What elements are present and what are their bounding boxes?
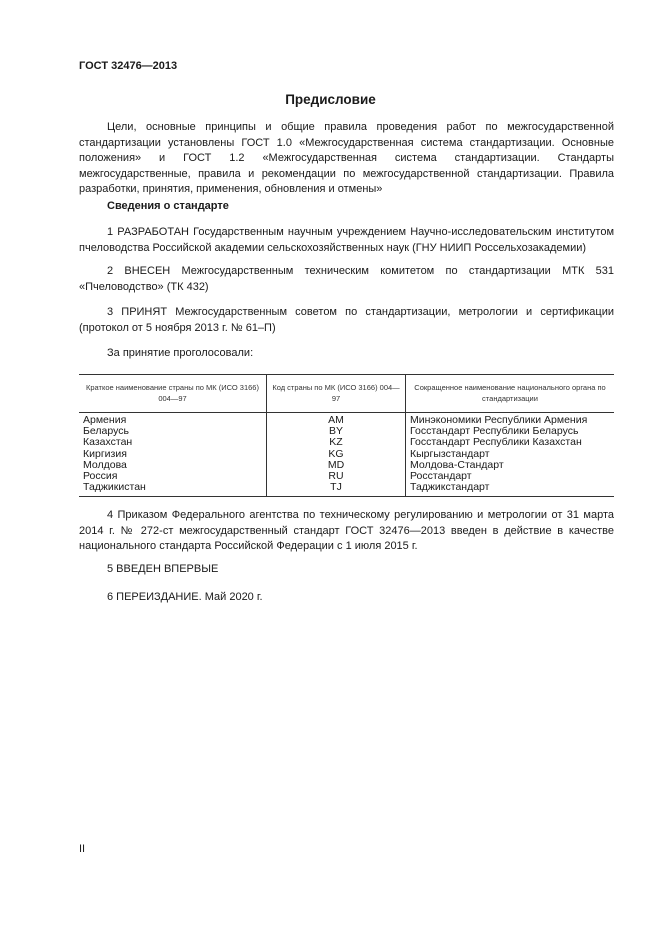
- standards-body: Госстандарт Республики Беларусь: [410, 425, 579, 438]
- country-code: AM: [267, 413, 406, 427]
- standards-body: Госстандарт Республики Казахстан: [410, 436, 582, 449]
- country-name: Россия: [79, 471, 267, 482]
- country-name: Казахстан: [79, 437, 267, 448]
- section-heading: Сведения о стандарте: [107, 200, 229, 212]
- standards-body: Минэкономики Республики Армения: [410, 414, 588, 426]
- voted-intro: За принятие проголосовали:: [107, 347, 254, 359]
- country-name: Таджикистан: [79, 482, 267, 497]
- country-code: KZ: [267, 437, 406, 448]
- intro-paragraph: Цели, основные принципы и общие правила проведения работ по межгосударственной стандартизации установлены ГОСТ 1.0 «Межгосударственная система стандартизации. Основные положения» и ГОСТ 1.2 «Межгосударственная система стандартизации. Стандарты межгосударственные, правила и рекомендации по межгосударственной стандартизации. Правила разработки, принятия, применения, обновления и отмены»: [79, 121, 614, 195]
- country-code: MD: [267, 460, 406, 471]
- item-order: 4 Приказом Федерального агентства по техническому регулированию и метрологии от 31 марта 2014 г. № 272-ст межгосударственный стандарт ГОСТ 32476—2013 введен в действие в качестве национального стандарта Российской Федерации с 1 июля 2015 г.: [79, 509, 614, 552]
- country-name: Киргизия: [79, 449, 267, 460]
- page-title: Предисловие: [285, 92, 376, 107]
- item-developed: 1 РАЗРАБОТАН Государственным научным учреждением Научно-исследовательским институтом пчеловодства Российской академии сельскохозяйственных наук (ГНУ НИИП Россельхозакадемии): [79, 226, 614, 254]
- country-code: RU: [267, 471, 406, 482]
- page-number: II: [79, 843, 86, 855]
- voting-countries-table: [79, 374, 614, 497]
- country-name: Молдова: [79, 460, 267, 471]
- country-code: KG: [267, 449, 406, 460]
- header-standards-body: Сокращенное наименование национального органа по стандартизации: [406, 375, 615, 413]
- table-row: [79, 449, 614, 460]
- standards-body: Кыргызстандарт: [410, 447, 490, 460]
- item-introduced-first: 5 ВВЕДЕН ВПЕРВЫЕ: [107, 563, 219, 575]
- standards-body: Таджикстандарт: [410, 481, 490, 494]
- table-row: [79, 471, 614, 482]
- item-reissue: 6 ПЕРЕИЗДАНИЕ. Май 2020 г.: [107, 591, 263, 603]
- item-adopted: 3 ПРИНЯТ Межгосударственным советом по стандартизации, метрологии и сертификации (протокол от 5 ноября 2013 г. № 61–П): [79, 306, 614, 334]
- country-code: TJ: [267, 482, 406, 497]
- table-row: [79, 413, 614, 427]
- table-row: [79, 482, 614, 497]
- standards-body: Молдова-Стандарт: [410, 458, 504, 471]
- country-name: Армения: [79, 413, 267, 427]
- table-row: [79, 460, 614, 471]
- table-row: [79, 437, 614, 448]
- standard-code-header: ГОСТ 32476—2013: [79, 60, 178, 72]
- item-submitted: 2 ВНЕСЕН Межгосударственным техническим комитетом по стандартизации МТК 531 «Пчеловодство» (ТК 432): [79, 265, 614, 293]
- header-country-code: Код страны по МК (ИСО 3166) 004— 97: [267, 375, 406, 413]
- header-country-name: Краткое наименование страны по МК (ИСО 3166) 004—97: [79, 375, 267, 413]
- standards-body: Росстандарт: [410, 470, 472, 483]
- table-header-row: [79, 375, 614, 413]
- country-name: Беларусь: [79, 426, 267, 437]
- country-code: BY: [267, 426, 406, 437]
